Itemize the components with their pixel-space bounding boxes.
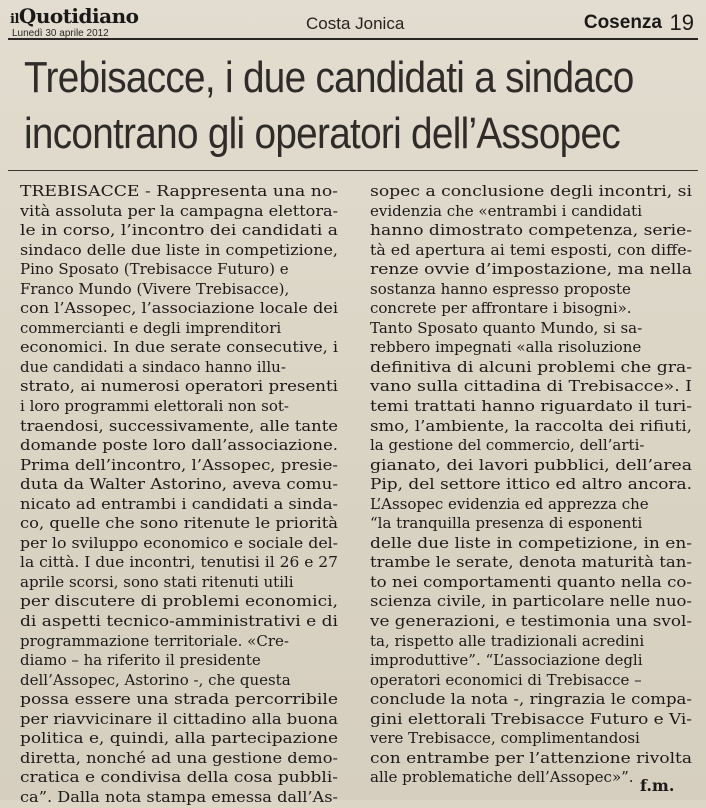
article-line: Pip, del settore ittico ed altro ancora. <box>370 475 692 494</box>
article-line: Prima dell’incontro, l’Assopec, presie- <box>20 455 338 474</box>
article-column-2 <box>370 182 692 788</box>
article-line: tà ed apertura ai temi esposti, con diffe- <box>370 240 692 259</box>
article-line: ca”. Dalla nota stampa emessa dall’As- <box>20 787 338 806</box>
article-line: la gestione del commercio, dell’arti- <box>370 436 645 455</box>
article-line: renze ovvie d’impostazione, ma nella <box>370 260 692 279</box>
article-line: per riavvicinare il cittadino alla buona <box>20 709 338 728</box>
article-line: con entrambe per l’attenzione rivolta <box>370 748 692 767</box>
article-headline <box>24 50 634 162</box>
article-line: L’Assopec evidenzia ed apprezza che <box>370 494 649 513</box>
article-line: temi trattati hanno riguardato il turi- <box>370 397 692 416</box>
article-line: diretta, nonché ad una gestione demo- <box>20 748 338 767</box>
article-line: vere Trebisacce, complimentandosi <box>370 729 640 748</box>
article-line: strato, ai numerosi operatori presenti <box>20 377 338 396</box>
article-line: politica e, quindi, alla partecipazione <box>20 729 338 748</box>
byline: f.m. <box>640 776 675 795</box>
page-number: 19 <box>669 10 694 35</box>
article-line: sopec a conclusione degli incontri, si <box>370 182 692 200</box>
headline-line-1: Trebisacce, i due candidati a sindaco <box>24 53 634 102</box>
article-line: sindaco delle due liste in competizione, <box>20 240 338 259</box>
article-line: conclude la nota -, ringrazia le compa- <box>370 690 692 709</box>
city-label: Cosenza <box>583 12 662 33</box>
article-line: smo, l’ambiente, la raccolta dei rifiuti, <box>370 416 692 435</box>
article-line: vano sulla cittadina di Trebisacce». I <box>370 377 692 396</box>
article-line: Franco Mundo (Vivere Trebisacce), <box>20 279 290 298</box>
article-line: operatori economici di Trebisacce – <box>370 670 642 689</box>
headline-rule <box>8 170 698 171</box>
issue-date: Lunedì 30 aprile 2012 <box>12 28 109 39</box>
article-line: per lo sviluppo economico e sociale del- <box>20 533 338 552</box>
newspaper-logo <box>10 4 138 28</box>
article-line: ta, rispetto alle tradizionali acredini <box>370 631 645 650</box>
logo-prefix: il <box>10 12 19 27</box>
article-line: i loro programmi elettorali non sot- <box>20 397 289 416</box>
article-line: dell’Assopec, Astorino -, che questa <box>20 670 291 689</box>
article-line: scienza civile, in particolare nelle nuo- <box>370 592 692 611</box>
article-line: con l’Assopec, l’associazione locale dei <box>20 299 338 318</box>
section-name: Costa Jonica <box>306 14 405 33</box>
article-line: due candidati a sindaco hanno illu- <box>20 357 286 376</box>
article-line: di aspetti tecnico-amministrativi e di <box>20 612 338 631</box>
article-line: programmazione territoriale. «Cre- <box>20 631 289 650</box>
article-line: traendosi, successivamente, alle tante <box>20 416 338 435</box>
article-line: evidenzia che «entrambi i candidati <box>370 201 642 220</box>
article-line: cratica e condivisa della cosa pubbli- <box>20 768 338 787</box>
article-line: improduttive”. “L’associazione degli <box>370 651 643 670</box>
article-line: concrete per affrontare i bisogni». <box>370 299 632 318</box>
article-line: sostanza hanno espresso proposte <box>370 279 631 298</box>
article-line: vità assoluta per la campagna elettora- <box>20 201 338 220</box>
article-line: trambe le serate, denota maturità tan- <box>370 553 692 572</box>
article-line: possa essere una strada percorribile <box>20 690 338 709</box>
article-line: le in corso, l’incontro dei candidati a <box>20 221 338 240</box>
article-line: Tanto Sposato quanto Mundo, si sa- <box>370 318 643 337</box>
article-line: diamo – ha riferito il presidente <box>20 651 261 670</box>
article-line: economici. In due serate consecutive, i <box>20 338 338 357</box>
article-line: delle due liste in competizione, in en- <box>370 533 692 552</box>
article-line: ve generazioni, e testimonia una svol- <box>370 612 692 631</box>
header-rule <box>8 38 698 40</box>
article-column-1 <box>20 182 338 808</box>
article-line: la città. I due incontri, tenutisi il 26 e 27 <box>20 553 338 572</box>
article-line: to nei comportamenti quanto nella co- <box>370 572 692 591</box>
article-line: aprile scorsi, sono stati ritenuti utili <box>20 572 294 591</box>
logo-name: Quotidiano <box>18 4 139 28</box>
article-line: duta da Walter Astorino, aveva comu- <box>20 475 338 494</box>
article-line: commercianti e degli imprenditori <box>20 318 282 337</box>
headline-line-2: incontrano gli operatori dell’Assopec <box>24 109 620 158</box>
article-line: definitiva di alcuni problemi che gra- <box>370 357 692 376</box>
article-line: per discutere di problemi economici, <box>20 592 338 611</box>
article-line: “la tranquilla presenza di esponenti <box>370 514 643 533</box>
masthead <box>6 4 700 42</box>
article-line: gini elettorali Trebisacce Futuro e Vi- <box>370 709 692 728</box>
article-line: rebbero impegnati «alla risoluzione <box>370 338 642 357</box>
article-line: TREBISACCE - Rappresenta una no- <box>20 182 338 200</box>
article-line: hanno dimostrato competenza, serie- <box>370 221 692 240</box>
article-line: co, quelle che sono ritenute le priorità <box>20 514 338 533</box>
article-line: Pino Sposato (Trebisacce Futuro) e <box>20 260 289 279</box>
article-line: domande poste loro dall’associazione. <box>20 436 338 455</box>
article-line: gianato, dei lavori pubblici, dell’area <box>370 455 692 474</box>
article-line: nicato ad entrambi i candidati a sinda- <box>20 494 338 513</box>
article-line: alle problematiche dell’Assopec»”. <box>370 768 634 787</box>
